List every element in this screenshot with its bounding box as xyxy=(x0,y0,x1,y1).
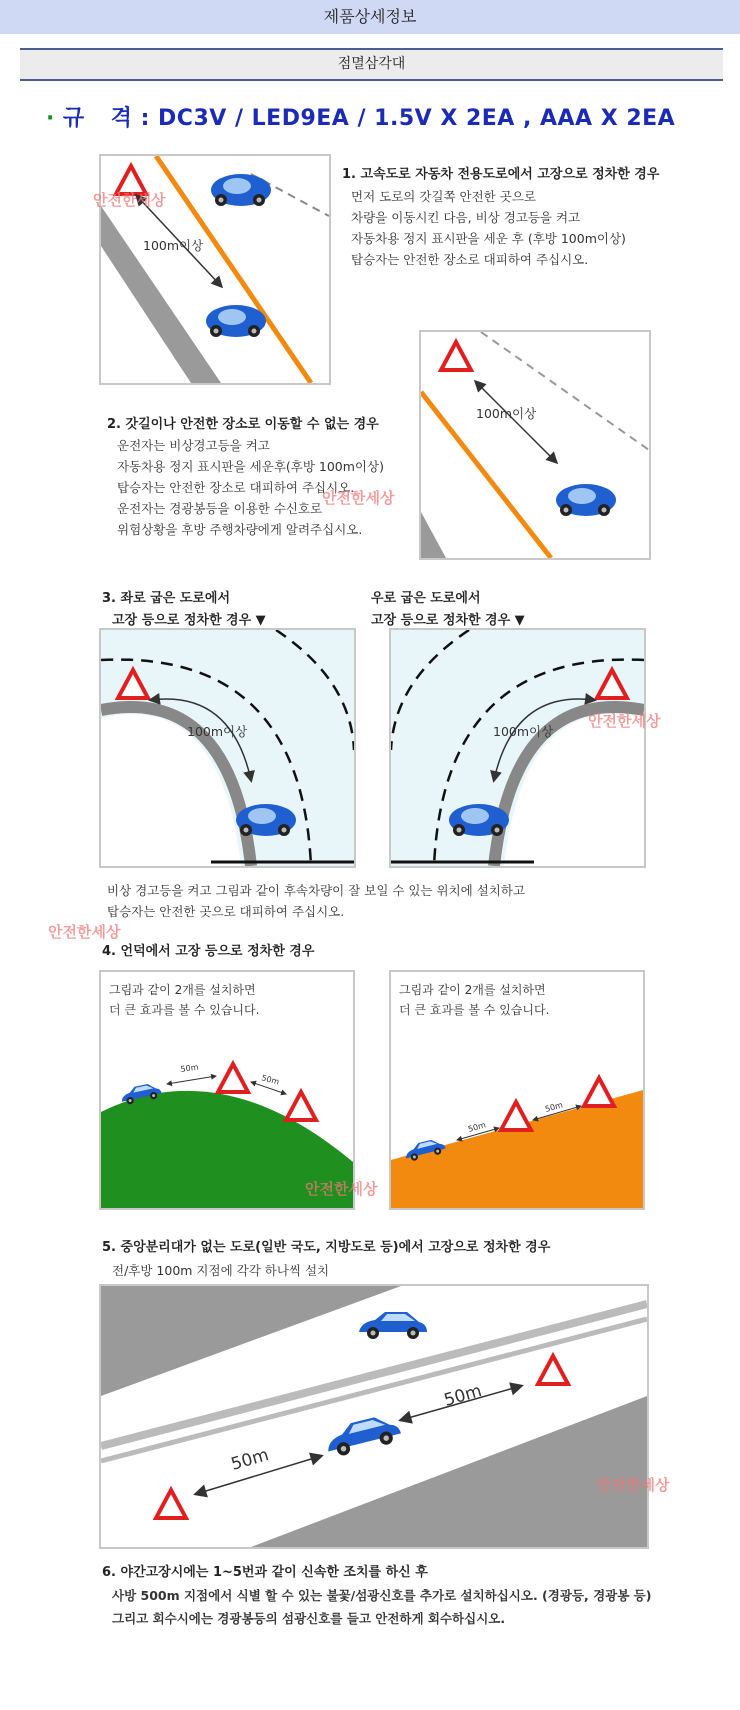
left-curve-figure xyxy=(99,628,356,868)
watermark-4: 안전한세상 xyxy=(48,923,121,941)
no-shoulder-figure xyxy=(419,330,651,560)
section-2-line: 운전자는 비상경고등을 켜고 xyxy=(117,438,270,453)
distance-label-1: 100m이상 xyxy=(143,238,204,253)
watermark-6: 안전한세상 xyxy=(597,1476,670,1494)
slope-figure xyxy=(389,970,645,1210)
section-5-title: 5. 중앙분리대가 없는 도로(일반 국도, 지방도로 등)에서 고장으로 정차한 경우 xyxy=(102,1240,551,1255)
section-2-line: 탑승자는 안전한 장소로 대피하여 주십시오. xyxy=(117,480,355,495)
section-1-line: 먼저 도로의 갓길쪽 안전한 곳으로 xyxy=(351,189,536,204)
slope-caption-2: 더 큰 효과를 볼 수 있습니다. xyxy=(399,1003,550,1017)
section-1-line: 탑승자는 안전한 장소로 대피하여 주십시오. xyxy=(351,252,589,267)
section-1-text xyxy=(351,186,626,270)
section-3-left-title-2: 고장 등으로 정차한 경우 ▼ xyxy=(112,613,266,628)
watermark-1: 안전한세상 xyxy=(93,191,166,209)
section-3-right-title-1: 우로 굽은 도로에서 xyxy=(371,591,481,606)
slope-distance-2: 50m xyxy=(544,1100,564,1114)
slope-caption-1: 그림과 같이 2개를 설치하면 xyxy=(399,983,546,997)
section-1-line: 자동차용 정지 표시판을 세운 후 (후방 100m이상) xyxy=(351,231,626,246)
bullet-icon: · xyxy=(46,106,55,131)
hill-distance-1: 50m xyxy=(180,1062,200,1074)
hill-caption-2: 더 큰 효과를 볼 수 있습니다. xyxy=(109,1003,260,1017)
section-3-line: 비상 경고등을 켜고 그림과 같이 후속차량이 잘 보일 수 있는 위치에 설치하고 xyxy=(107,883,526,898)
spec-label: 규 xyxy=(62,106,85,131)
section-6-line: 사방 500m 지점에서 식별 할 수 있는 불꽃/섬광신호를 추가로 설치하십시오. (경광등, 경광봉 등) xyxy=(112,1588,652,1603)
spec-label-2: 격 xyxy=(110,106,133,131)
distance-label-3l: 100m이상 xyxy=(187,724,248,739)
section-2-line: 위험상황을 후방 주행차량에게 알려주십시오. xyxy=(117,522,363,537)
watermark-5: 안전한세상 xyxy=(305,1180,378,1198)
page-header xyxy=(0,0,740,34)
hill-caption-1: 그림과 같이 2개를 설치하면 xyxy=(109,983,256,997)
section-6-title: 6. 야간고장시에는 1~5번과 같이 신속한 조치를 하신 후 xyxy=(102,1565,428,1580)
road-distance-front: 50m xyxy=(441,1381,485,1411)
section-6-text xyxy=(102,1561,651,1630)
spec-line xyxy=(46,101,675,132)
page-header-title: 제품상세정보 xyxy=(323,7,417,26)
distance-label-2: 100m이상 xyxy=(476,406,537,421)
section-3-text xyxy=(107,880,525,922)
section-6-line: 그리고 회수시에는 경광봉등의 섬광신호를 들고 안전하게 회수하십시오. xyxy=(112,1611,506,1626)
watermark-2: 안전한세상 xyxy=(322,489,395,507)
section-3-line: 탑승자는 안전한 곳으로 대피하여 주십시오. xyxy=(107,904,345,919)
spec-value: DC3V / LED9EA / 1.5V X 2EA , AAA X 2EA xyxy=(158,106,676,131)
section-2-title: 2. 갓길이나 안전한 장소로 이동할 수 없는 경우 xyxy=(107,417,379,432)
road-distance-back: 50m xyxy=(228,1445,272,1475)
section-2-line: 운전자는 경광봉등을 이용한 수신호로 xyxy=(117,501,323,516)
hill-distance-2: 50m xyxy=(260,1073,281,1087)
section-3-left-title-1: 3. 좌로 굽은 도로에서 xyxy=(102,591,231,606)
section-1-line: 차량을 이동시킨 다음, 비상 경고등을 켜고 xyxy=(351,210,581,225)
product-title-bar xyxy=(20,48,723,81)
right-curve-figure xyxy=(389,628,646,868)
hill-figure xyxy=(99,970,355,1210)
section-4-title: 4. 언덕에서 고장 등으로 정차한 경우 xyxy=(102,944,315,959)
slope-distance-1: 50m xyxy=(467,1120,487,1134)
distance-label-3r: 100m이상 xyxy=(493,724,554,739)
watermark-3: 안전한세상 xyxy=(588,712,661,730)
section-2-line: 자동차용 정지 표시판을 세운후(후방 100m이상) xyxy=(117,459,384,474)
product-title: 점멸삼각대 xyxy=(337,56,406,72)
two-way-road-figure xyxy=(99,1284,649,1549)
section-5-subtitle: 전/후방 100m 지점에 각각 하나씩 설치 xyxy=(112,1263,330,1278)
spec-colon: : xyxy=(140,106,150,131)
section-3-right-title-2: 고장 등으로 정차한 경우 ▼ xyxy=(371,613,525,628)
section-1-title: 1. 고속도로 자동차 전용도로에서 고장으로 정차한 경우 xyxy=(342,167,660,182)
